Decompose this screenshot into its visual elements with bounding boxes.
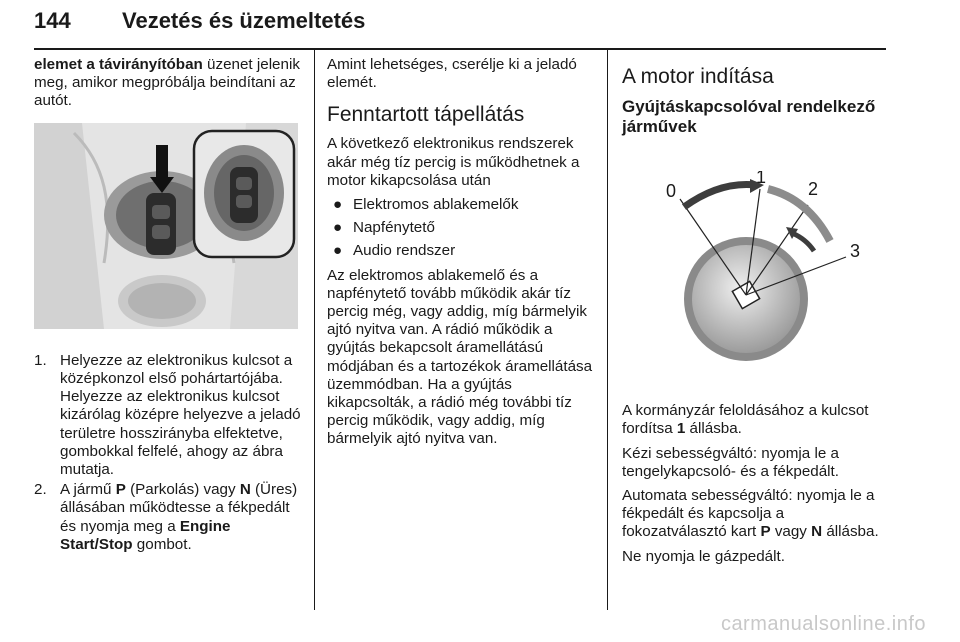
- cupholder-figure-svg: [34, 123, 298, 329]
- list-item-text: Elektromos ablakemelők: [353, 196, 519, 214]
- key-fob-cupholder-illustration: [34, 123, 302, 334]
- retained-power-paragraph: A következő elektronikus rendszerek akár még tíz percig is működhetnek a motor kikapcsolása után: [327, 135, 580, 189]
- bullet-icon: ●: [333, 196, 343, 214]
- page-header: [34, 4, 886, 48]
- column-divider-2: [607, 50, 608, 610]
- position-label-0: 0: [666, 181, 677, 201]
- bullet-icon: ●: [333, 242, 343, 260]
- text-part: Automata sebességváltó: nyomja le a fékpedált és kapcsolja a fokozatválasztó kart: [622, 487, 875, 541]
- park-position-key: P: [115, 481, 126, 499]
- watermark-text: carmanualsonline.info: [720, 613, 926, 635]
- intro-paragraph: [34, 56, 302, 111]
- step-number: 1.: [34, 351, 47, 369]
- step-text-part: A jármű: [60, 481, 116, 499]
- list-item: [327, 219, 593, 237]
- column-3: [622, 56, 890, 572]
- text-part: állásba.: [685, 420, 742, 438]
- page-number: 144: [34, 8, 71, 33]
- retained-power-detail-paragraph: Az elektromos ablakemelő és a napfénytető tovább működik akár tíz percig még, vagy addig, míg bármelyik ajtó nyitva van. A rádió működik a gyújtás bekapcsolt áramellátású módjában és a tartozékok áramellátása üzemmódban. Ha a gyújtás kikapcsolták, a rádió még további tíz percig működik, vagy addig, míg bármelyik ajtó nyitva van.: [327, 266, 593, 448]
- ignition-switch-diagram: [622, 171, 890, 376]
- bullet-icon: ●: [333, 219, 343, 237]
- column-2: [327, 56, 593, 455]
- list-item: [327, 242, 593, 260]
- step-2: [34, 481, 302, 554]
- text-part: A kormányzár feloldásához a kulcsot fordítsa: [622, 402, 869, 438]
- section-heading-engine-start: A motor indítása: [622, 65, 774, 88]
- section-heading-retained-power: Fenntartott tápellátás: [327, 103, 525, 127]
- text-part: állásba.: [822, 523, 879, 541]
- column-divider-1: [314, 50, 315, 610]
- neutral-position-key: N: [239, 481, 251, 499]
- step-1: [34, 352, 302, 479]
- step-text-part: (Parkolás) vagy: [125, 481, 240, 499]
- ignition-diagram-svg: [622, 171, 882, 371]
- position-1-key: 1: [676, 420, 686, 438]
- accelerator-warning-paragraph: Ne nyomja le gázpedált.: [622, 547, 785, 565]
- list-item-text: Napfénytető: [353, 219, 435, 237]
- neutral-position-key: N: [811, 523, 823, 541]
- manual-transmission-paragraph: Kézi sebességváltó: nyomja le a tengelykapcsoló- és a fékpedált.: [622, 444, 839, 480]
- text-part: vagy: [770, 523, 812, 541]
- step-text-part: gombot.: [132, 535, 192, 553]
- automatic-transmission-paragraph: [622, 487, 890, 542]
- list-item-text: Audio rendszer: [353, 242, 456, 260]
- step-number: 2.: [34, 481, 47, 499]
- header-rule: [34, 48, 886, 50]
- steering-lock-paragraph: [622, 402, 890, 438]
- retained-power-list: [327, 196, 593, 261]
- position-label-2: 2: [808, 179, 819, 199]
- position-label-3: 3: [850, 241, 861, 261]
- engine-start-stop-label: Engine Start/Stop: [60, 517, 231, 553]
- step-text: Helyezze az elektronikus kulcsot a középkonzol első pohártartójába. Helyezze az elektronikus kulcsot kizárólag középre helyezve a jeladó területre hosszirányba elfektetve, gombokkal felfelé, ahogy az ábra mutatja.: [60, 351, 301, 479]
- position-label-1: 1: [756, 171, 767, 187]
- intro-text: üzenet jelenik meg, amikor megpróbálja beindítani az autót.: [34, 56, 300, 110]
- list-item: [327, 196, 593, 214]
- column-1: [34, 56, 302, 556]
- chapter-title: Vezetés és üzemeltetés: [122, 8, 366, 33]
- intro-bold: elemet a távirányítóban: [34, 56, 203, 73]
- subheading-ignition-switch: Gyújtáskapcsolóval rendelkező járművek: [622, 97, 876, 136]
- instruction-steps: [34, 352, 302, 554]
- park-position-key: P: [760, 523, 771, 541]
- intro-paragraph: Amint lehetséges, cserélje ki a jeladó elemét.: [327, 56, 577, 92]
- step-text-part: (Üres) állásában működtesse a fékpedált és nyomja meg a: [60, 481, 298, 535]
